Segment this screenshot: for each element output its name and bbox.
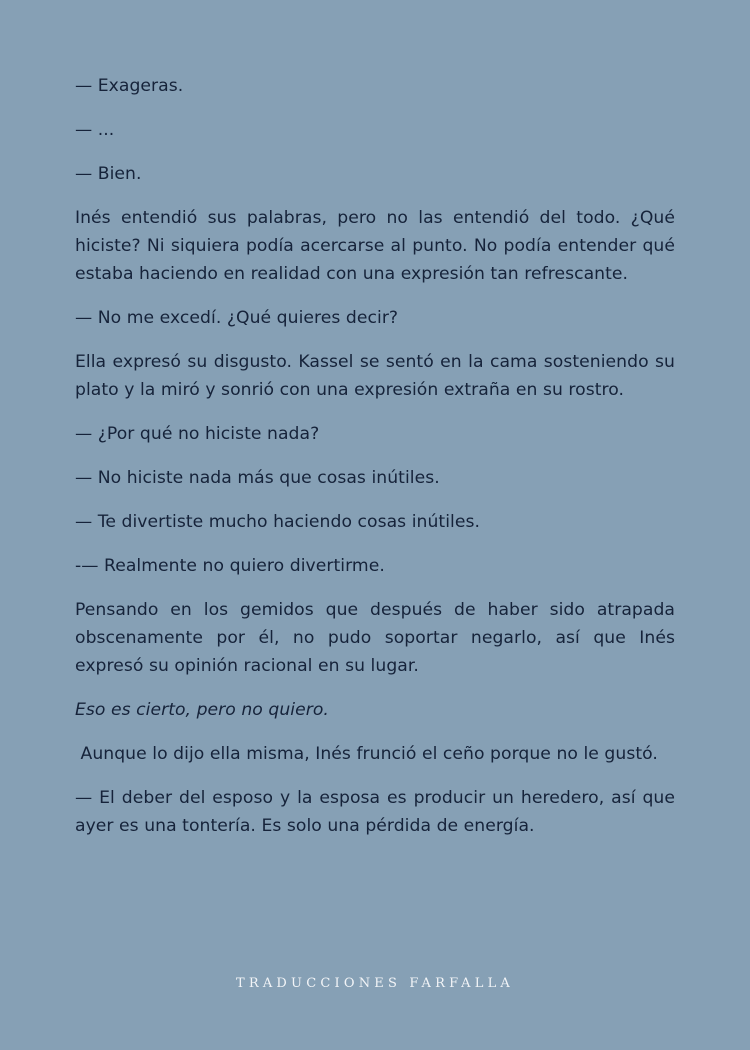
dialogue-line: — ¿Por qué no hiciste nada? [75,424,320,444]
dialogue-line: — No hiciste nada más que cosas inútiles. [75,468,440,488]
dialogue-line: -— Realmente no quiero divertirme. [75,556,385,576]
inner-thought: Eso es cierto, pero no quiero. [75,700,329,720]
dialogue-line: — El deber del esposo y la esposa es producir un heredero, así que ayer es una tontería. Es solo una pérdida de energía. [75,788,675,836]
narrative-paragraph: Inés entendió sus palabras, pero no las entendió del todo. ¿Qué hiciste? Ni siquiera podía acercarse al punto. No podía entender qué estaba haciendo en realidad con una expresión tan refrescante. [75,208,675,284]
narrative-paragraph: Pensando en los gemidos que después de haber sido atrapada obscenamente por él, no pudo soportar negarlo, así que Inés expresó su opinión racional en su lugar. [75,600,675,676]
dialogue-line: — Te divertiste mucho haciendo cosas inútiles. [75,512,480,532]
dialogue-line: — Exageras. [75,76,184,96]
dialogue-line: — No me excedí. ¿Qué quieres decir? [75,308,399,328]
narrative-paragraph: Ella expresó su disgusto. Kassel se sentó en la cama sosteniendo su plato y la miró y sonrió con una expresión extraña en su rostro. [75,352,675,400]
translator-credit: TRADUCCIONES FARFALLA [235,976,514,991]
dialogue-line: — Bien. [75,164,142,184]
narrative-paragraph: Aunque lo dijo ella misma, Inés frunció el ceño porque no le gustó. [75,744,658,764]
document-page [75,72,675,840]
dialogue-line: — ... [75,120,115,140]
